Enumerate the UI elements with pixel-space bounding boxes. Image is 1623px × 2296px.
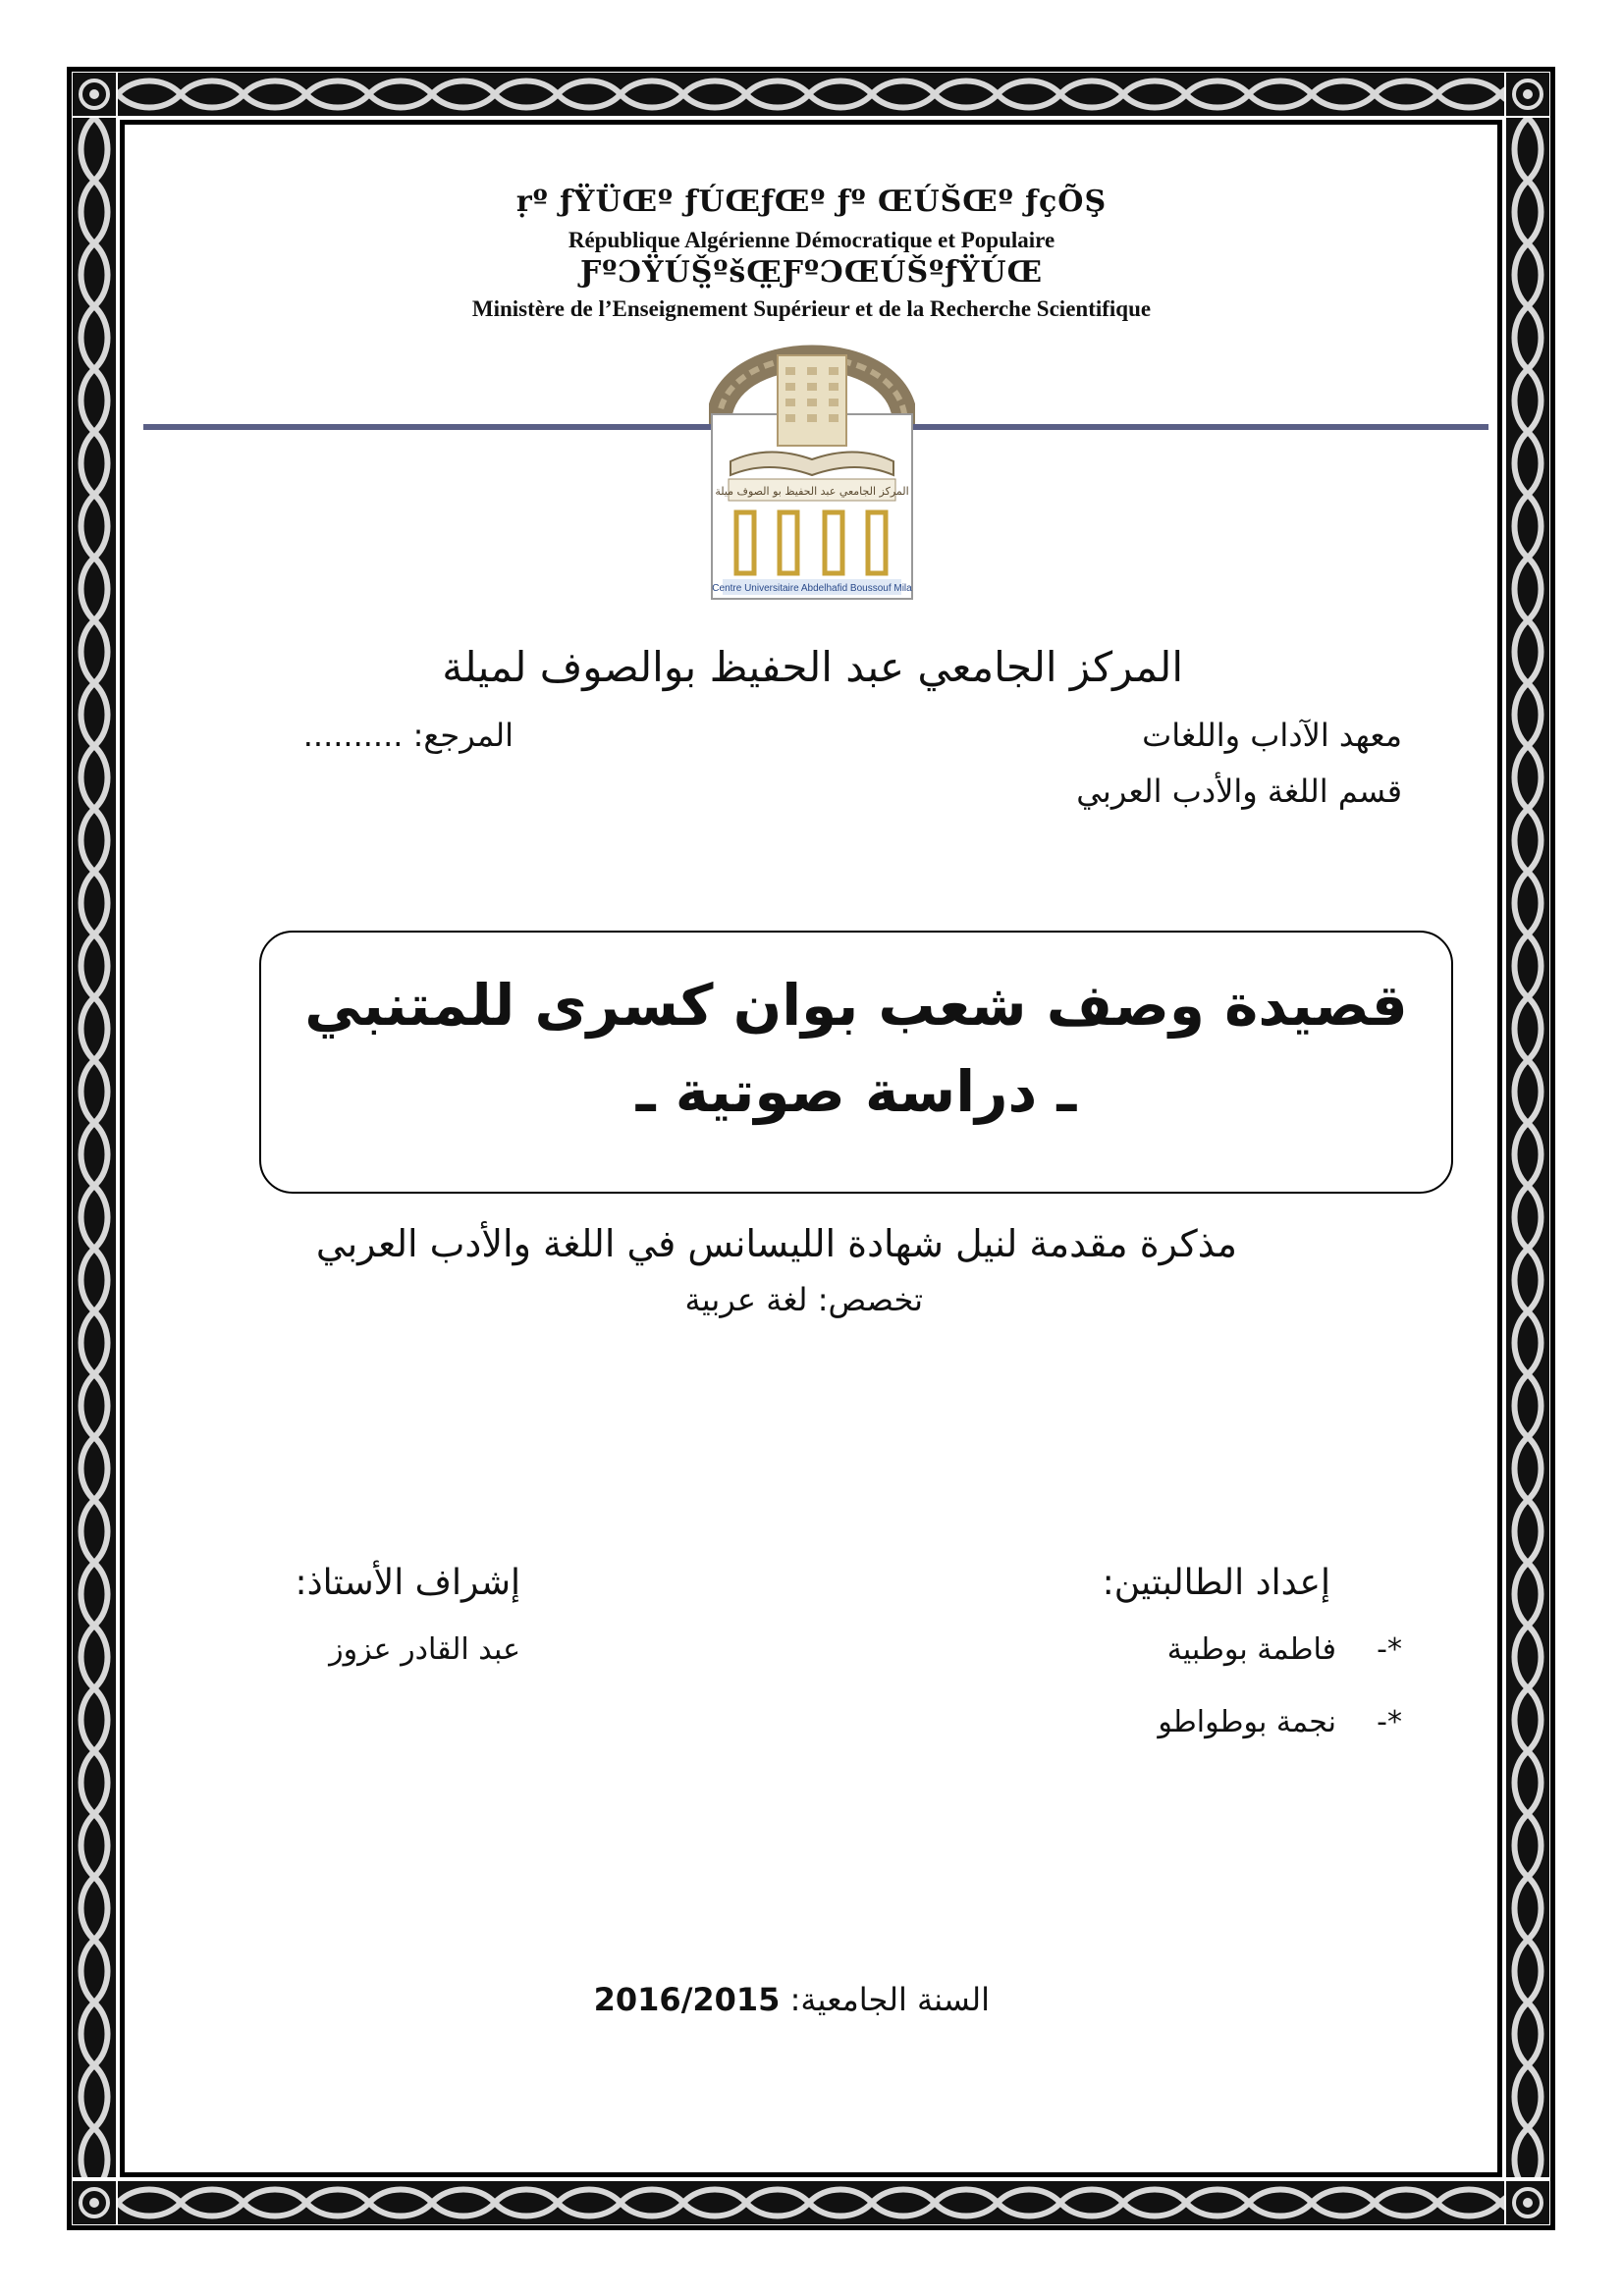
specialty: تخصص: لغة عربية <box>684 1281 923 1318</box>
student-name-1: فاطمة بوطبية <box>1166 1632 1336 1667</box>
academic-year <box>594 1981 990 2018</box>
logo-caption: المركز الجامعي عبد الحفيظ بو الصوف ميلة <box>715 485 909 498</box>
republic-name: République Algérienne Démocratique et Populaire <box>568 228 1055 252</box>
student-bullet: *- <box>1377 1632 1402 1667</box>
ministry-name: Ministère de l’Enseignement Supérieur et de la Recherche Scientifique <box>471 296 1152 321</box>
supervisor-label: إشراف الأستاذ: <box>295 1563 520 1603</box>
center-name: المركز الجامعي عبد الحفيظ بوالصوف لميلة <box>442 643 1183 691</box>
university-logo <box>709 316 915 601</box>
academic-year-label: السنة الجامعية: <box>780 1981 990 2018</box>
reference-field: المرجع: .......... <box>302 717 514 754</box>
corner-ornament-icon <box>1506 2181 1549 2224</box>
logo-footer: Centre Universitaire Abdelhafid Boussouf Mila <box>712 583 912 594</box>
department-name: قسم اللغة والأدب العربي <box>1076 773 1402 810</box>
institute-name: معهد الآداب واللغات <box>1142 717 1402 754</box>
border-band-top <box>118 73 1504 116</box>
border-band-right <box>1506 118 1549 2177</box>
corner-ornament-icon <box>73 73 116 116</box>
student-name-2: نجمة بوطواطو <box>1158 1705 1336 1739</box>
corner-ornament-icon <box>1506 73 1549 116</box>
corner-ornament-icon <box>73 2181 116 2224</box>
thesis-purpose: مذكرة مقدمة لنيل شهادة الليسانس في اللغة والأدب العربي <box>315 1222 1237 1265</box>
supervisor-name: عبد القادر عزوز <box>329 1632 520 1667</box>
border-band-bottom <box>118 2181 1504 2224</box>
student-bullet: *- <box>1377 1705 1402 1739</box>
academic-year-value: 2016/2015 <box>593 1981 781 2018</box>
thesis-title-line-2: ـ دراسة صوتية ـ <box>635 1058 1077 1125</box>
header-garbled-line-2: ƑºƆŸÚŠ̤ºšŒ̤ƑºƆŒÚŠºƒŸÚŒ <box>579 255 1043 290</box>
border-band-left <box>73 118 116 2177</box>
thesis-title-line-1: قصيدة وصف شعب بوان كسرى للمتنبي <box>304 972 1408 1039</box>
header-garbled-line-1: ṛº ƒŸÜŒº ƒÚŒƒŒº ƒº ŒÚŠŒº ƒçÕŞ <box>515 185 1108 219</box>
students-label: إعداد الطالبتين: <box>1102 1563 1330 1603</box>
